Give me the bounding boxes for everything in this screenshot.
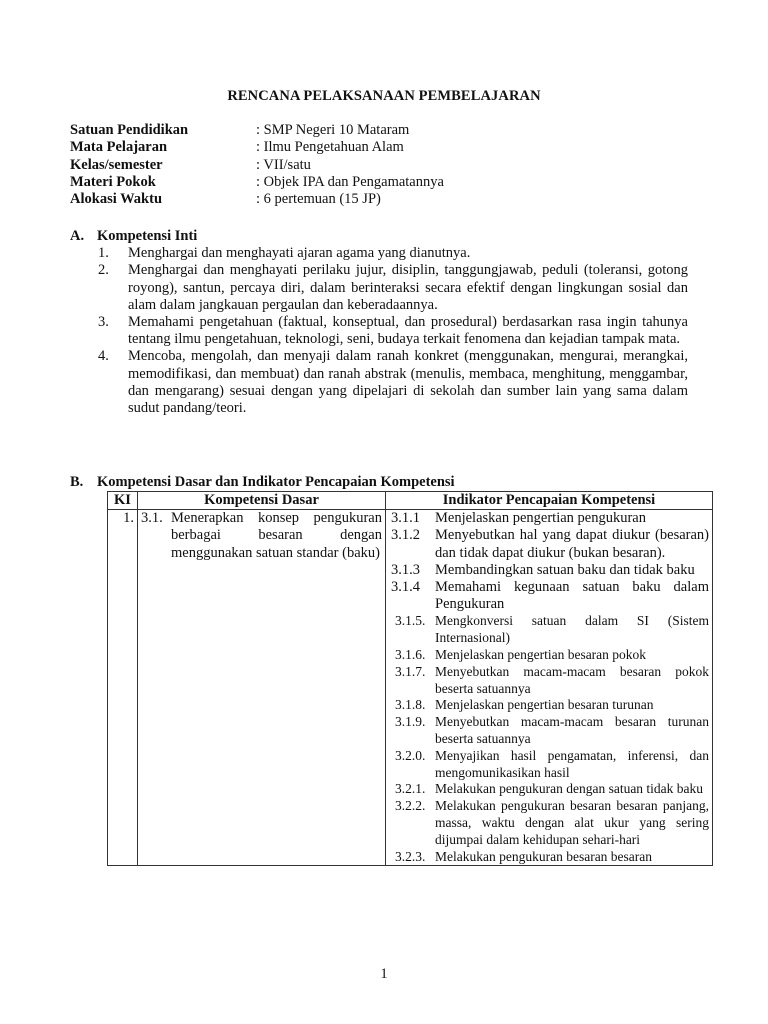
item-text: Menghargai dan menghayati ajaran agama yang dianutnya.	[128, 245, 471, 262]
kd-cell	[138, 510, 386, 866]
indicator-item	[389, 579, 709, 613]
meta-key: Satuan Pendidikan	[70, 122, 189, 138]
meta-row	[70, 157, 710, 174]
meta-row	[70, 191, 710, 208]
indicator-text: Menjelaskan pengertian pengukuran	[435, 510, 646, 527]
indicator-item	[389, 510, 709, 527]
kd-number: 3.1.	[141, 510, 163, 527]
meta-row	[70, 122, 710, 139]
list-item	[70, 314, 688, 348]
indicator-number: 3.1.8.	[395, 697, 426, 713]
indicator-number: 3.1.2	[391, 527, 420, 544]
indicator-number: 3.1.9.	[395, 714, 426, 730]
indicator-number: 3.1.3	[391, 561, 420, 578]
indicator-text: Menyebutkan macam-macam besaran pokok beserta satuannya	[435, 663, 709, 696]
indicator-item	[389, 697, 709, 714]
meta-key: Materi Pokok	[70, 173, 156, 190]
item-text: Mencoba, mengolah, dan menyaji dalam ranah konkret (menggunakan, mengurai, merangkai, memodifikasi, dan membuat) dan ranah abstrak (menulis, membaca, menghitung, menggambar, dan mengarang) sesuai dengan yang dipelajari di sekolah dan sumber lain yang sama dalam sudut pandang/teori.	[128, 348, 688, 417]
section-title: Kompetensi Inti	[97, 228, 198, 244]
section-letter: A.	[70, 228, 85, 244]
list-item	[70, 348, 688, 417]
section-kompetensi-dasar	[70, 474, 712, 491]
indicator-number: 3.1.7.	[395, 663, 426, 679]
column-header-ki: KI	[108, 492, 138, 510]
indicator-number: 3.1.5.	[395, 613, 426, 629]
meta-value: : 6 pertemuan (15 JP)	[256, 191, 381, 208]
meta-value: : VII/satu	[256, 156, 311, 173]
indicator-text: Menyajikan hasil pengamatan, inferensi, dan mengomunikasikan hasil	[435, 747, 709, 780]
indicator-number: 3.2.3.	[395, 848, 426, 864]
kompetensi-inti-list	[70, 245, 688, 417]
column-header-kompetensi-dasar: Kompetensi Dasar	[138, 492, 386, 510]
meta-row	[70, 139, 710, 156]
indicator-item	[389, 714, 709, 748]
indicator-number: 3.2.1.	[395, 781, 426, 797]
section-letter: B.	[70, 474, 84, 490]
indicator-text: Melakukan pengukuran besaran besaran	[435, 848, 653, 864]
indicator-item	[389, 527, 709, 561]
indicator-text: Menyebutkan hal yang dapat diukur (besaran) dan tidak dapat diukur (bukan besaran).	[435, 527, 709, 561]
indicator-item	[389, 798, 709, 848]
table-header-row	[108, 492, 713, 510]
item-text: Memahami pengetahuan (faktual, konseptual, dan prosedural) berdasarkan rasa ingin tahunya tentang ilmu pengetahuan, teknologi, seni, budaya terkait fenomena dan kejadian tampak mata.	[128, 314, 688, 348]
list-item	[70, 262, 688, 314]
section-title: Kompetensi Dasar dan Indikator Pencapaian Kompetensi	[97, 474, 455, 490]
column-header-indikator: Indikator Pencapaian Kompetensi	[386, 492, 713, 510]
meta-key: Mata Pelajaran	[70, 139, 168, 156]
competency-table	[107, 491, 713, 866]
document-title: RENCANA PELAKSANAAN PEMBELAJARAN	[227, 88, 541, 104]
indicator-number: 3.2.0.	[395, 747, 426, 763]
indicator-item	[389, 647, 709, 664]
item-number: 2.	[98, 262, 109, 279]
indicator-number: 3.1.6.	[395, 647, 426, 663]
ki-cell: 1.	[108, 510, 138, 866]
meta-key: Alokasi Waktu	[70, 191, 163, 208]
section-kompetensi-inti	[70, 228, 688, 417]
meta-value: : Objek IPA dan Pengamatannya	[256, 173, 444, 190]
indicator-item	[389, 562, 709, 579]
indicator-number: 3.1.4	[391, 579, 420, 596]
indicator-text: Melakukan pengukuran dengan satuan tidak baku	[435, 781, 704, 797]
item-number: 3.	[98, 314, 109, 331]
indicator-number: 3.2.2.	[395, 798, 426, 814]
meta-value: : SMP Negeri 10 Mataram	[256, 122, 410, 138]
indicator-text: Melakukan pengukuran besaran besaran panjang, massa, waktu dengan alat ukur yang sering dijumpai dalam kehidupan sehari-hari	[435, 798, 709, 847]
indicator-item	[389, 849, 709, 866]
indicator-number: 3.1.1	[391, 510, 420, 527]
indicator-text: Mengkonversi satuan dalam SI (Sistem Internasional)	[435, 613, 709, 646]
item-number: 4.	[98, 348, 109, 365]
indicator-item	[389, 664, 709, 698]
list-item	[70, 245, 688, 262]
section-heading	[70, 474, 712, 491]
indicator-item	[389, 781, 709, 798]
table-row	[108, 510, 713, 866]
kd-text: Menerapkan konsep pengukuran berbagai besaran dengan menggunakan satuan standar (baku)	[171, 510, 382, 561]
indicator-text: Menjelaskan pengertian besaran pokok	[435, 647, 647, 663]
meta-value: : Ilmu Pengetahuan Alam	[256, 139, 404, 156]
indicator-text: Memahami kegunaan satuan baku dalam Pengukuran	[435, 579, 709, 613]
item-text: Menghargai dan menghayati perilaku jujur, disiplin, tanggungjawab, peduli (toleransi, gotong royong), santun, percaya diri, dalam berinteraksi secara efektif dengan lingkungan sosial dan alam dalam jangkauan pergaulan dan keberadaannya.	[128, 262, 688, 313]
section-heading	[70, 228, 688, 245]
page-number: 1	[380, 966, 388, 982]
indicator-item	[389, 613, 709, 647]
indicator-text: Menyebutkan macam-macam besaran turunan beserta satuannya	[435, 714, 709, 746]
item-number: 1.	[98, 245, 109, 262]
indicator-text: Membandingkan satuan baku dan tidak baku	[435, 561, 695, 578]
indicator-text: Menjelaskan pengertian besaran turunan	[435, 697, 654, 713]
indicator-cell	[386, 510, 713, 866]
indicator-item	[389, 748, 709, 782]
meta-key: Kelas/semester	[70, 156, 163, 173]
metadata-block	[70, 122, 710, 208]
meta-row	[70, 174, 710, 191]
